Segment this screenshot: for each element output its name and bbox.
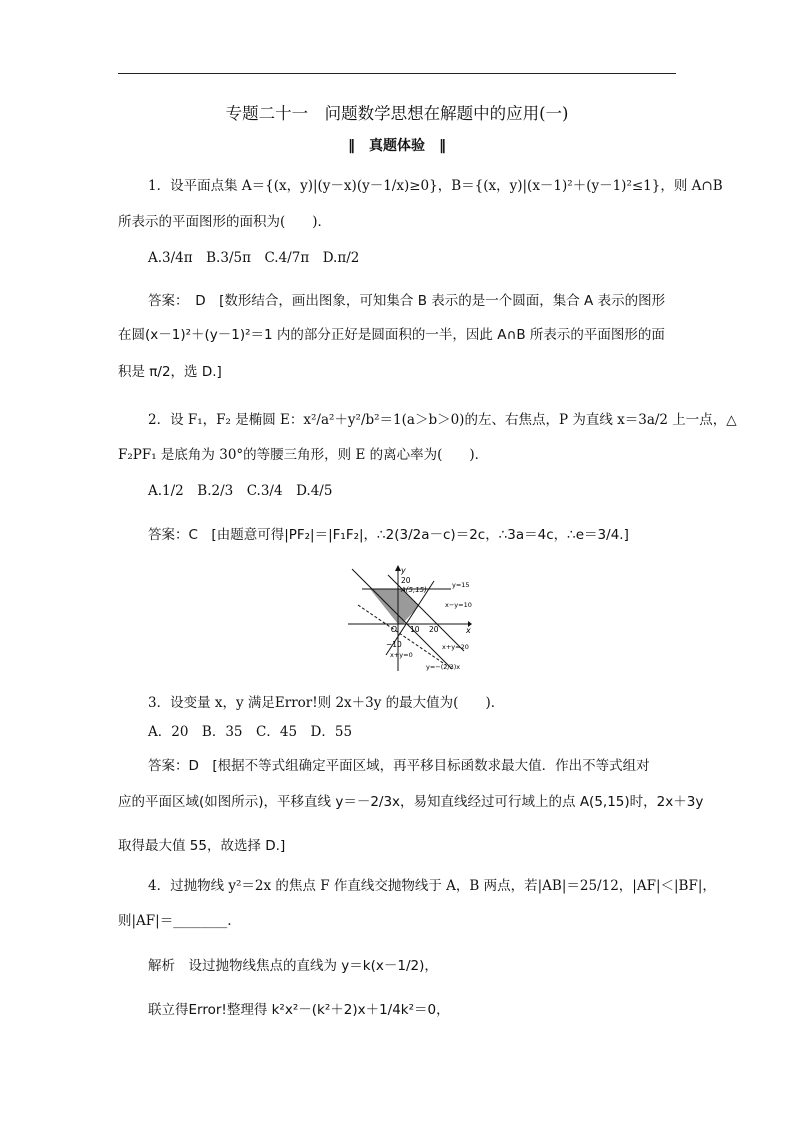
problem-4-line-2: 则|AF|＝________. [118, 913, 232, 929]
label-xy10: x−y=10 [445, 601, 472, 609]
solution-4-line-2: 联立得Error!整理得 k²x²－(k²＋2)x＋1/4k²＝0， [148, 1002, 450, 1018]
y-axis-label: y [401, 566, 406, 575]
problem-1-line-1: 1．设平面点集 A＝{(x，y)|(y－x)(y－1/x)≥0}，B＝{(x，y)|(x－1)²＋(y－1)²≤1}，则 A∩B [148, 178, 723, 194]
answer-3-line-1: 答案：D [根据不等式组确定平面区域，再平移目标函数求最大值．作出不等式组对 [148, 758, 650, 774]
tick-x10: 10 [410, 625, 420, 634]
problem-3-line-1: 3．设变量 x，y 满足Error!则 2x＋3y 的最大值为( )． [148, 695, 505, 711]
problem-1-options: A.3/4π B.3/5π C.4/7π D.π/2 [148, 250, 360, 266]
problem-2-line-1: 2．设 F₁，F₂ 是椭圆 E：x²/a²＋y²/b²＝1(a＞b＞0)的左、右焦点，P 为直线 x＝3a/2 上一点，△ [148, 412, 737, 428]
answer-3-line-3: 取得最大值 55，故选择 D.] [118, 838, 286, 854]
x-axis-label: x [466, 626, 471, 635]
solution-4-line-1: 解析 设过抛物线焦点的直线为 y＝k(x－1/2)， [148, 958, 438, 974]
problem-2-line-2: F₂PF₁ 是底角为 30°的等腰三角形，则 E 的离心率为( )． [118, 447, 489, 463]
answer-3-line-2: 应的平面区域(如图所示)，平移直线 y＝－2/3x，易知直线经过可行域上的点 A(5,15)时，2x＋3y [118, 794, 704, 810]
label-xy20: x+y=20 [442, 643, 469, 651]
tick-x20: 20 [429, 625, 439, 634]
problem-1-line-2: 所表示的平面图形的面积为( )． [118, 214, 332, 230]
label-objective: y=−(2/3)x [426, 663, 461, 671]
origin-label: O [391, 625, 397, 634]
point-a-label: A(5,15) [401, 586, 427, 594]
tick-y20: 20 [401, 576, 411, 585]
answer-1-line-1: 答案： D [数形结合，画出图象，可知集合 B 表示的是一个圆面，集合 A 表示的图形 [148, 293, 666, 309]
answer-1-line-2: 在圆(x－1)²＋(y－1)²＝1 内的部分正好是圆面积的一半，因此 A∩B 所表示的平面图形的面 [118, 327, 665, 343]
label-y15: y=15 [452, 581, 470, 589]
problem-3-options: A．20 B．35 C．45 D．55 [148, 724, 353, 740]
answer-1-line-3: 积是 π/2，选 D.] [118, 364, 222, 380]
label-xy0: x+y=0 [390, 651, 413, 659]
tick-neg10: −10 [386, 640, 402, 649]
page-title: 专题二十一 问题数学思想在解题中的应用(一) [225, 104, 569, 123]
section-header: ‖ 真题体验 ‖ [348, 138, 446, 154]
top-rule [118, 73, 676, 74]
problem-2-options: A.1/2 B.2/3 C.3/4 D.4/5 [148, 483, 333, 499]
problem-4-line-1: 4．过抛物线 y²＝2x 的焦点 F 作直线交抛物线于 A，B 两点，若|AB|＝25/12，|AF|＜|BF|， [148, 878, 716, 894]
answer-2-line-1: 答案：C [由题意可得|PF₂|＝|F₁F₂|，∴2(3/2a－c)＝2c，∴3a＝4c，∴e＝3/4.] [148, 527, 629, 543]
feasible-region-figure [346, 565, 472, 673]
